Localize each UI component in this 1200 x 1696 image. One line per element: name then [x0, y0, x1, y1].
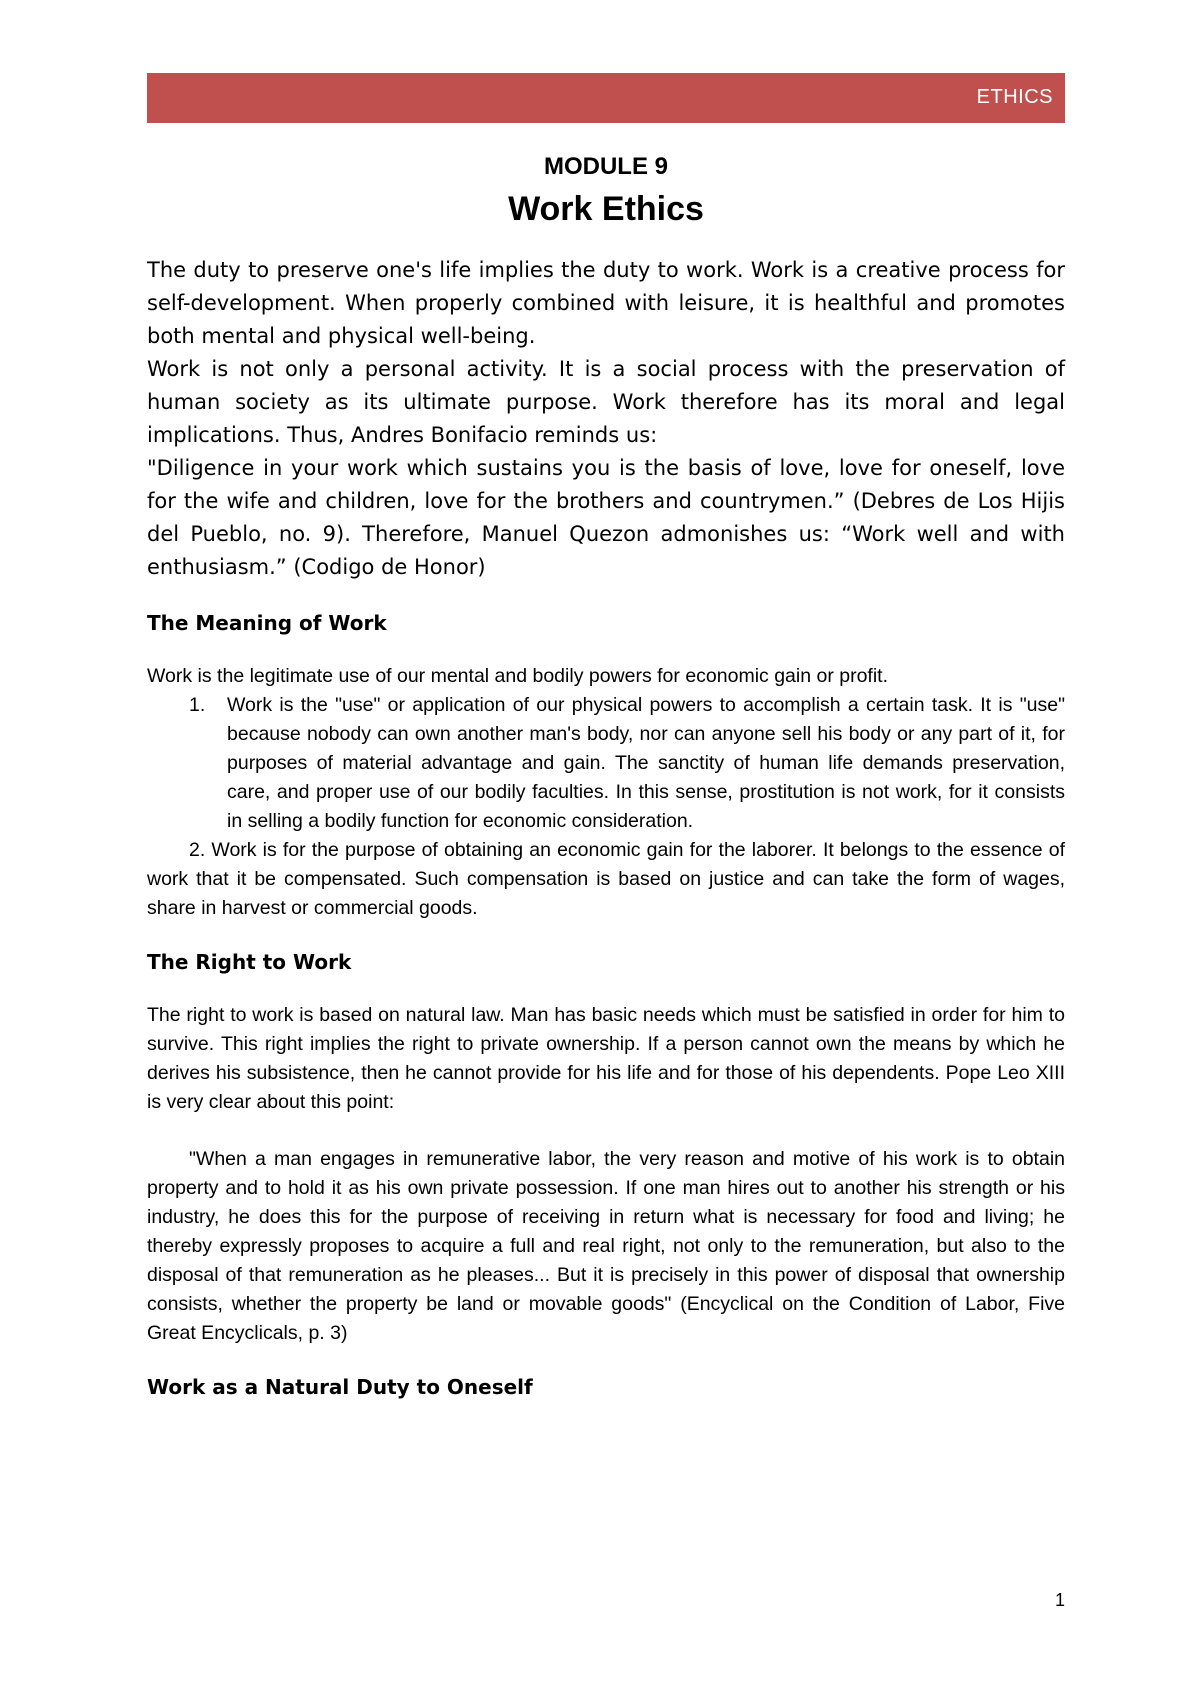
section-heading-right: The Right to Work [147, 950, 352, 974]
page-title: Work Ethics [508, 190, 704, 228]
list-item-text: Work is the "use" or application of our physical powers to accomplish a certain task. It is "use" because nobody can own another man's body, nor can anyone sell his body or any part of it, for purposes of material advantage and gain. The sanctity of human life demands preservation, care, and proper use of our bodily faculties. In this sense, prostitution is not work, for it consists in selling a bodily function for economic consideration. [227, 694, 1065, 832]
section-heading-meaning: The Meaning of Work [147, 611, 387, 635]
page-number: 1 [1054, 1590, 1065, 1610]
meaning-definition: Work is the legitimate use of our mental and bodily powers for economic gain or profit. [147, 665, 888, 687]
list-item [147, 691, 1065, 836]
right-paragraph: The right to work is based on natural law. Man has basic needs which must be satisfied in order for him to survive. This right implies the right to private ownership. If a person cannot own the means by which he derives his subsistence, then he cannot provide for his life and for those of his dependents. Pope Leo XIII is very clear about this point: [147, 1004, 1065, 1113]
intro-section [147, 254, 1065, 584]
leo-xiii-quote: "When a man engages in remunerative labor, the very reason and motive of his work is to obtain property and to hold it as his own private possession. If one man hires out to another his strength or his industry, he does this for the purpose of receiving in return what is necessary for food and living; he thereby expressly proposes to acquire a full and real right, not only to the remuneration, but also to the disposal of that remuneration as he pleases... But it is precisely in this power of disposal that ownership consists, whether the property be land or movable goods" (Encyclical on the Condition of Labor, Five Great Encyclicals, p. 3) [147, 1148, 1065, 1344]
meaning-item-2: 2. Work is for the purpose of obtaining an economic gain for the laborer. It belongs to the essence of work that it be compensated. Such compensation is based on justice and can take the form of wages, share in harvest or commercial goods. [147, 839, 1065, 919]
module-label: MODULE 9 [543, 153, 668, 180]
header-bar [147, 73, 1065, 123]
header-label: ETHICS [976, 86, 1053, 108]
page-content [147, 150, 1065, 1402]
section-heading-duty: Work as a Natural Duty to Oneself [147, 1375, 533, 1399]
list-item-number: 1. [189, 694, 206, 716]
intro-paragraph-2: Work is not only a personal activity. It is a social process with the preservation of human society as its ultimate purpose. Work therefore has its moral and legal implications. Thus, Andres Bonifacio reminds us: [147, 357, 1065, 447]
intro-paragraph-1: The duty to preserve one's life implies the duty to work. Work is a creative process for self-development. When properly combined with leisure, it is healthful and promotes both mental and physical well-being. [147, 258, 1065, 348]
intro-paragraph-3: "Diligence in your work which sustains you is the basis of love, love for oneself, love for the wife and children, love for the brothers and countrymen.” (Debres de Los Hijis del Pueblo, no. 9). Therefore, Manuel Quezon admonishes us: “Work well and with enthusiasm.” (Codigo de Honor) [147, 456, 1065, 579]
meaning-list [147, 691, 1065, 836]
